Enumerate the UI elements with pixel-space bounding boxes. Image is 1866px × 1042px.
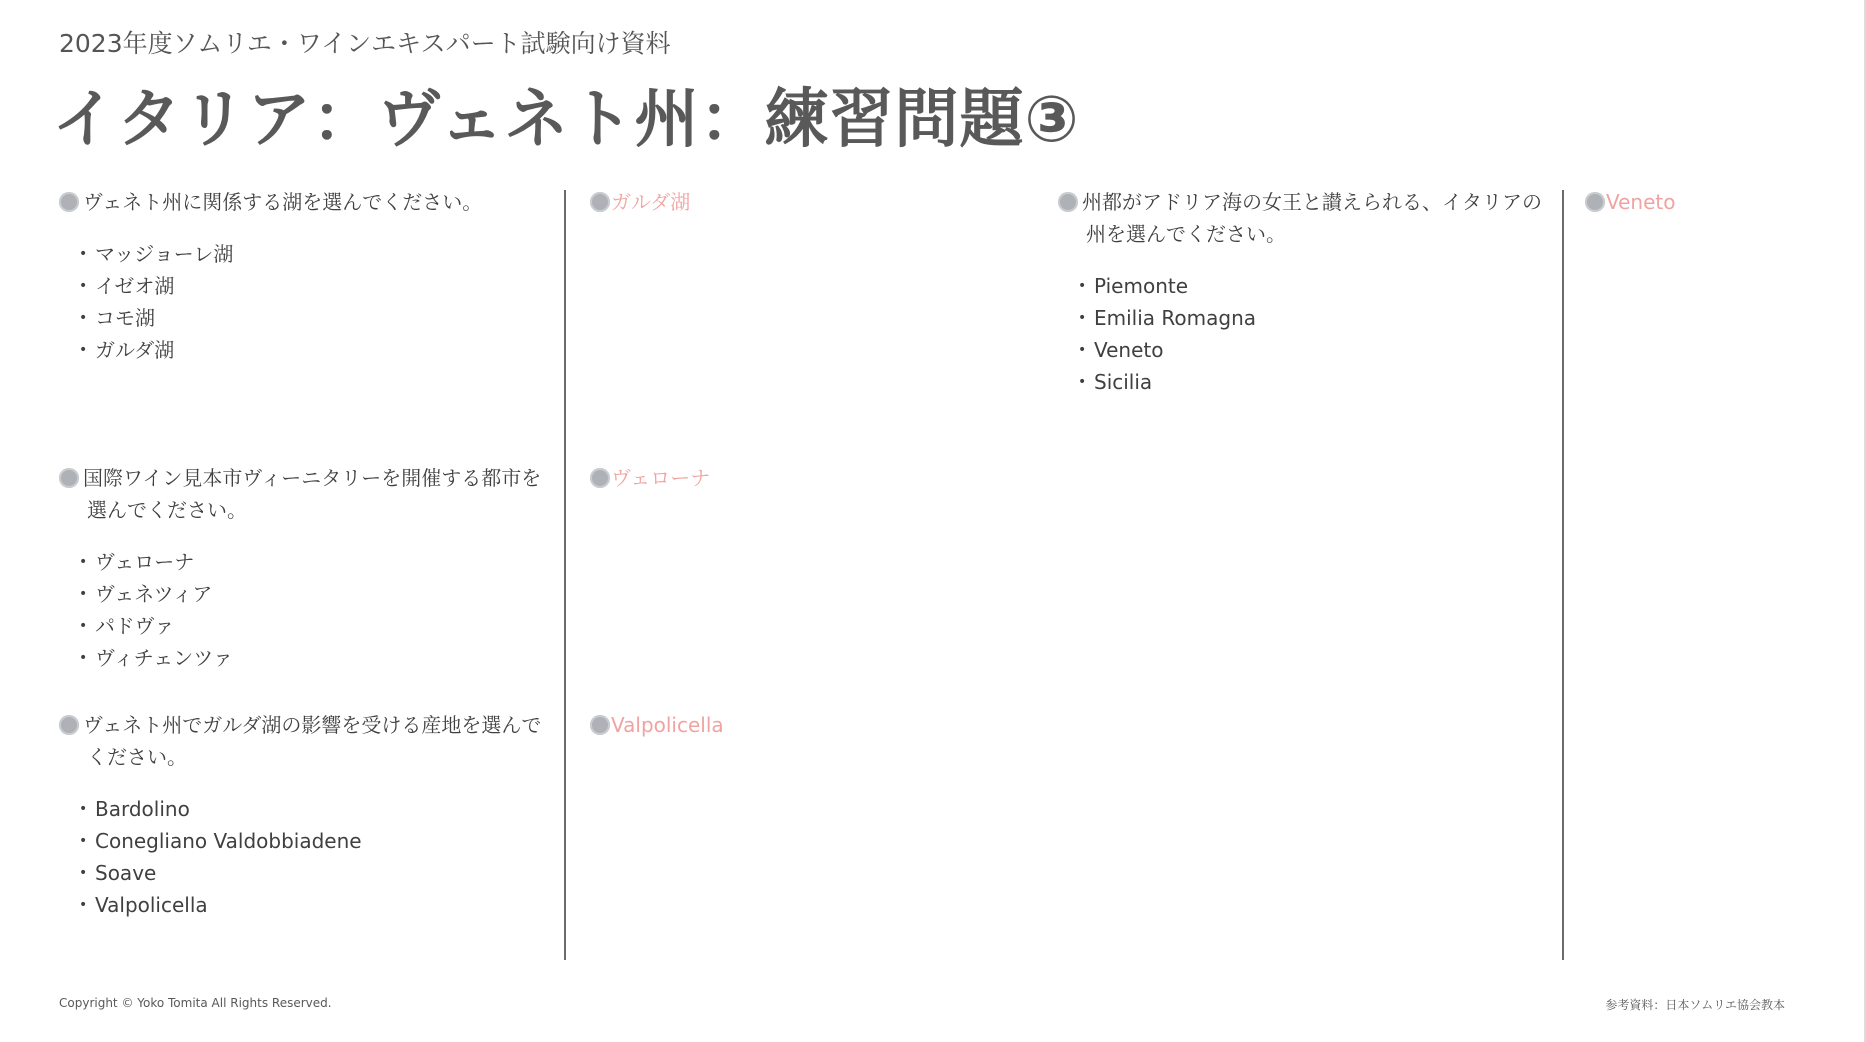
bullet-icon: • [79,618,88,634]
option-text: マッジョーレ湖 [95,242,234,266]
bullet-icon: • [79,278,88,294]
page-title: イタリア：ヴェネト州：練習問題③ [52,83,1080,157]
answer-bullet-icon [590,715,610,735]
question-bullet-icon [59,192,79,212]
question-bullet-icon [59,468,79,488]
option-item [79,334,559,366]
question-3-text-wrap [59,709,559,773]
bullet-icon: • [79,586,88,602]
option-text: Valpolicella [95,893,208,917]
question-2 [59,462,559,674]
option-item [79,642,559,674]
bullet-icon: • [79,897,88,913]
option-text: Veneto [1094,338,1164,362]
question-bullet-icon [1058,192,1078,212]
option-text: ガルダ湖 [95,338,175,362]
option-item [79,889,559,921]
option-text: パドヴァ [95,614,175,638]
copyright-notice: Copyright © Yoko Tomita All Rights Reserved. [59,996,332,1010]
option-text: ヴィチェンツァ [95,646,233,670]
column-divider-right [1562,190,1564,960]
option-item [79,270,559,302]
question-1-options [59,238,559,366]
option-text: イゼオ湖 [95,274,175,298]
question-1-text-wrap [59,186,559,218]
page-subtitle: 2023年度ソムリエ・ワインエキスパート試験向け資料 [59,29,671,58]
option-text: Emilia Romagna [1094,306,1257,330]
question-4-text: 州都がアドリア海の女王と讃えられる、イタリアの州を選んでください。 [1082,190,1542,246]
question-1 [59,186,559,366]
option-item [79,793,559,825]
option-item [79,546,559,578]
bullet-icon: • [79,554,88,570]
answer-1-text: ガルダ湖 [611,190,691,214]
option-item [79,238,559,270]
answer-4-text: Veneto [1606,190,1676,214]
question-3-options [59,793,559,921]
option-item [1078,366,1558,398]
bullet-icon: • [1078,310,1087,326]
column-divider-left [564,190,566,960]
question-2-options [59,546,559,674]
bullet-icon: • [79,342,88,358]
question-bullet-icon [59,715,79,735]
reference-note: 参考資料：日本ソムリエ協会教本 [1605,998,1785,1012]
bullet-icon: • [79,246,88,262]
answer-1 [590,186,690,218]
question-3 [59,709,559,921]
question-2-text: 国際ワイン見本市ヴィーニタリーを開催する都市を選んでください。 [83,466,542,522]
question-4 [1058,186,1558,398]
answer-bullet-icon [590,192,610,212]
option-text: Bardolino [95,797,190,821]
question-3-text: ヴェネト州でガルダ湖の影響を受ける産地を選んでください。 [83,713,542,769]
option-item [1078,270,1558,302]
question-2-text-wrap [59,462,559,526]
bullet-icon: • [79,650,88,666]
answer-4 [1585,186,1676,218]
answer-3-text: Valpolicella [611,713,724,737]
question-4-options [1058,270,1558,398]
bullet-icon: • [79,833,88,849]
option-item [1078,302,1558,334]
bullet-icon: • [79,865,88,881]
option-text: Sicilia [1094,370,1153,394]
answer-2-text: ヴェローナ [611,466,711,490]
option-item [79,302,559,334]
option-item [79,825,559,857]
answer-bullet-icon [590,468,610,488]
bullet-icon: • [79,801,88,817]
option-text: コモ湖 [95,306,155,330]
option-item [79,610,559,642]
question-1-text: ヴェネト州に関係する湖を選んでください。 [83,190,483,214]
bullet-icon: • [79,310,88,326]
option-text: Conegliano Valdobbiadene [95,829,362,853]
option-text: ヴェネツィア [95,582,213,606]
option-item [79,857,559,889]
question-4-text-wrap [1058,186,1558,250]
option-text: Piemonte [1094,274,1189,298]
option-text: Soave [95,861,157,885]
answer-bullet-icon [1585,192,1605,212]
bullet-icon: • [1078,342,1087,358]
bullet-icon: • [1078,278,1087,294]
option-item [79,578,559,610]
answer-3 [590,709,724,741]
bullet-icon: • [1078,374,1087,390]
answer-2 [590,462,710,494]
option-item [1078,334,1558,366]
option-text: ヴェローナ [95,550,195,574]
